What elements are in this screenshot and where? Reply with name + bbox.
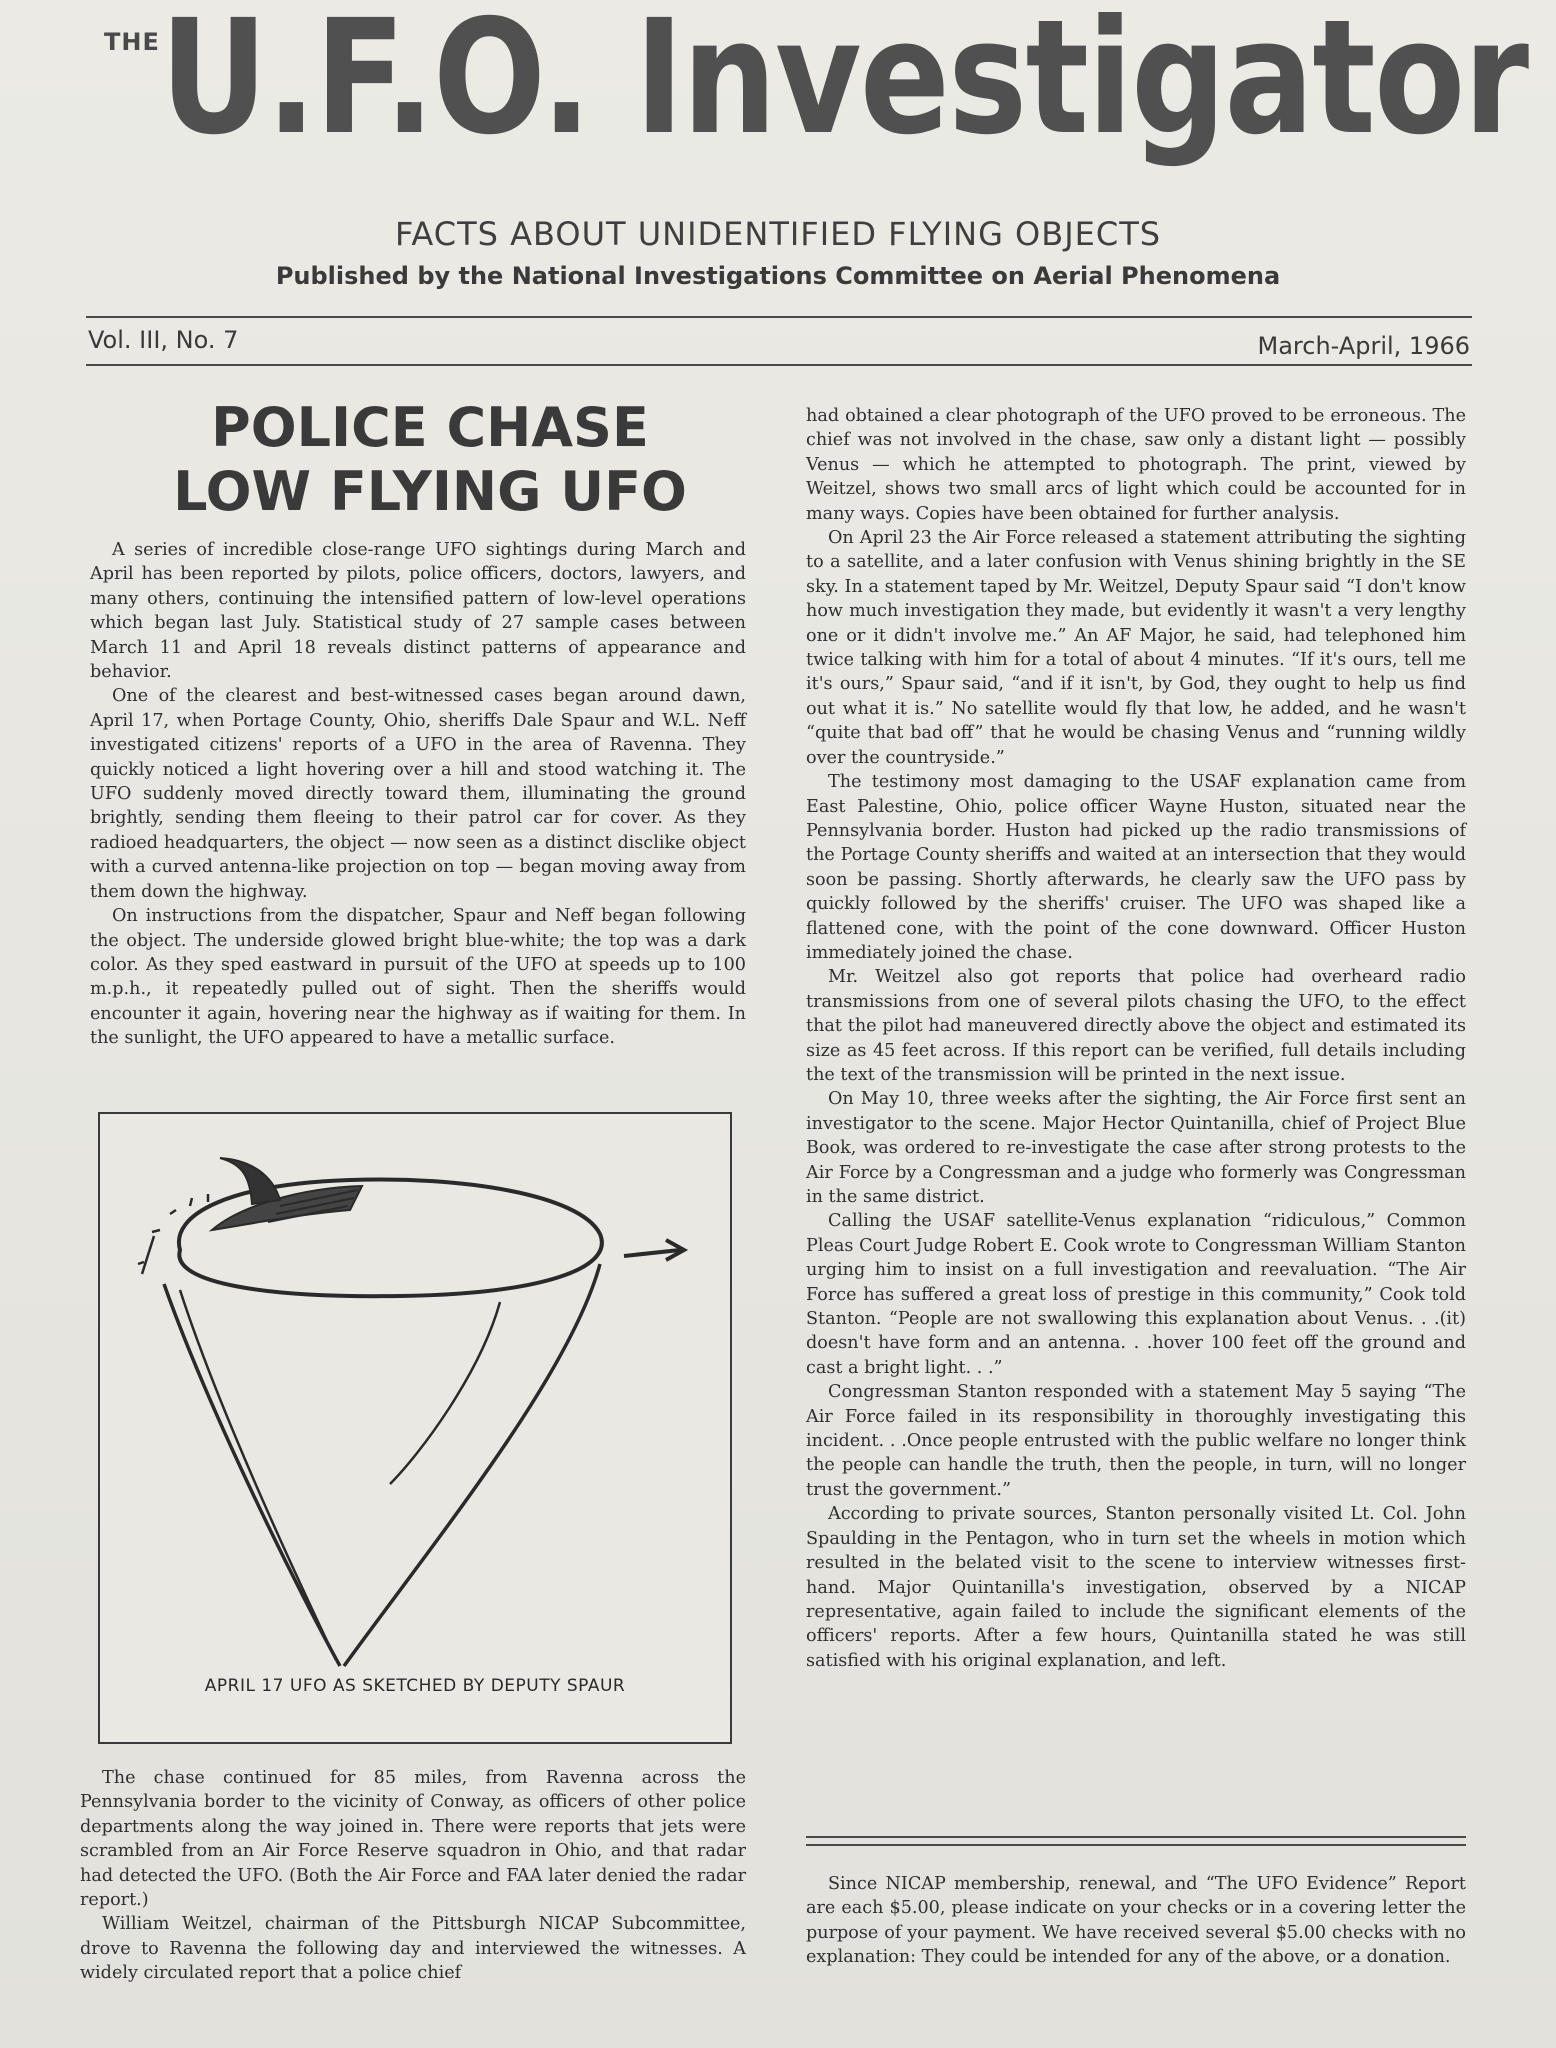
article-paragraph: One of the clearest and best-witnessed cases began around dawn, April 17, when Portage County, Ohio, sheriffs Dale Spaur and W.L. Neff investigated citizens' reports of a UFO in the area of Ravenna. They quickly noticed a light hovering over a hill and stood watching it. The UFO suddenly moved directly toward them, illuminating the ground brightly, sending them fleeing to their patrol car for cover. As they radioed headquarters, the object — now seen as a distinct disclike object with a curved antenna-like projection on top — began moving away from them down the highway. — [90, 686, 746, 902]
header-top-rule — [86, 316, 1472, 318]
article-paragraph: On instructions from the dispatcher, Spaur and Neff began following the object. The underside glowed bright blue-white; the top was a dark color. As they sped eastward in pursuit of the UFO at speeds up to 100 m.p.h., it repeatedly pulled out of sight. Then the sheriffs would encounter it again, hovering near the highway as if waiting for them. In the sunlight, the UFO appeared to have a metallic surface. — [90, 906, 746, 1049]
right-column — [806, 404, 1466, 1673]
article-paragraph: The chase continued for 85 miles, from Ravenna across the Pennsylvania border to the vicinity of Conway, as officers of other police departments along the way joined in. There were reports that jets were scrambled from an Air Force Reserve squadron in Ohio, and that radar had detected the UFO. (Both the Air Force and FAA later denied the radar report.) — [80, 1768, 746, 1911]
headline-line-2: LOW FLYING UFO — [173, 460, 687, 523]
article-paragraph: A series of incredible close-range UFO sightings during March and April has been reported by pilots, police officers, doctors, lawyers, and many others, continuing the intensified pattern of low-level operations which began last July. Statistical study of 27 sample cases between March 11 and April 18 reveals distinct patterns of appearance and behavior. — [90, 540, 746, 683]
left-column-top — [90, 538, 746, 1051]
masthead-publisher: Published by the National Investigations Committee on Aerial Phenomena — [275, 262, 1281, 290]
ufo-sketch-figure — [98, 1112, 732, 1744]
article-headline — [150, 396, 710, 524]
issue-date: March-April, 1966 — [1257, 332, 1470, 360]
header-bottom-rule — [86, 364, 1472, 366]
article-paragraph: On April 23 the Air Force released a statement attributing the sighting to a satellite, and a later confusion with Venus shining brightly in the SE sky. In a statement taped by Mr. Weitzel, Deputy Spaur said “I don't know how much investigation they made, but evidently it wasn't a very lengthy one or it didn't involve me.” An AF Major, he said, had telephoned him twice talking with him for a total of about 4 minutes. “If it's ours, tell me it's ours,” Spaur said, “and if it isn't, by God, they ought to help us find out what it is.” No satellite would fly that low, he added, and he wasn't “quite that bad off” that he would be chasing Venus and “running wildly over the countryside.” — [806, 528, 1466, 768]
article-paragraph: Calling the USAF satellite-Venus explanation “ridiculous,” Common Pleas Court Judge Robert E. Cook wrote to Congressman William Stanton urging him to insist on a full investigation and reevaluation. “The Air Force has suffered a great loss of prestige in this community,” Cook told Stanton. “People are not swallowing this explanation about Venus. . .(it) doesn't have form and an antenna. . .hover 100 feet off the ground and cast a bright light. . .” — [806, 1211, 1466, 1378]
membership-notice — [806, 1872, 1466, 1970]
article-paragraph: On May 10, three weeks after the sighting, the Air Force first sent an investigator to the scene. Major Hector Quintanilla, chief of Project Blue Book, was ordered to re-investigate the case after strong protests to the Air Force by a Congressman and a judge who formerly was Congressman in the same district. — [806, 1089, 1466, 1207]
notice-divider-bottom — [806, 1844, 1466, 1846]
article-paragraph: Congressman Stanton responded with a statement May 5 saying “The Air Force failed in its responsibility in thoroughly investigating this incident. . .Once people entrusted with the public welfare no longer think the people can handle the truth, then the people, in turn, will no longer trust the government.” — [806, 1382, 1466, 1500]
figure-caption: APRIL 17 UFO AS SKETCHED BY DEPUTY SPAUR — [204, 1676, 626, 1696]
article-paragraph: The testimony most damaging to the USAF explanation came from East Palestine, Ohio, police officer Wayne Huston, situated near the Pennsylvania border. Huston had picked up the radio transmissions of the Portage County sheriffs and waited at an intersection that they would soon be passing. Shortly afterwards, he clearly saw the UFO pass by quickly followed by the sheriffs' cruiser. The UFO was shaped like a flattened cone, with the point of the cone downward. Officer Huston immediately joined the chase. — [806, 772, 1466, 963]
article-paragraph: According to private sources, Stanton personally visited Lt. Col. John Spaulding in the Pentagon, who in turn set the wheels in motion which resulted in the belated visit to the scene to interview witnesses first-hand. Major Quintanilla's investigation, observed by a NICAP representative, again failed to include the significant elements of the officers' reports. After a few hours, Quintanilla stated he was still satisfied with his original explanation, and left. — [806, 1504, 1466, 1671]
notice-paragraph: Since NICAP membership, renewal, and “The UFO Evidence” Report are each $5.00, please indicate on your checks or in a covering letter the purpose of your payment. We have received several $5.00 checks with no explanation: They could be intended for any of the above, or a donation. — [806, 1874, 1466, 1968]
left-column-bottom — [80, 1766, 746, 1986]
ufo-sketch-drawing — [100, 1114, 730, 1742]
headline-line-1: POLICE CHASE — [211, 396, 649, 459]
masthead-the: THE — [104, 28, 160, 56]
masthead-tagline: FACTS ABOUT UNIDENTIFIED FLYING OBJECTS — [394, 215, 1162, 253]
notice-divider-top — [806, 1836, 1466, 1838]
article-paragraph: had obtained a clear photograph of the UFO proved to be erroneous. The chief was not involved in the chase, saw only a distant light — possibly Venus — which he attempted to photograph. The print, viewed by Weitzel, shows two small arcs of light which could be accounted for in many ways. Copies have been obtained for further analysis. — [806, 406, 1466, 524]
issue-volume: Vol. III, No. 7 — [88, 326, 239, 354]
article-paragraph: William Weitzel, chairman of the Pittsburgh NICAP Subcommittee, drove to Ravenna the following day and interviewed the witnesses. A widely circulated report that a police chief — [80, 1914, 746, 1984]
article-paragraph: Mr. Weitzel also got reports that police had overheard radio transmissions from one of several pilots chasing the UFO, to the effect that the pilot had maneuvered directly above the object and estimated its size as 45 feet across. If this report can be verified, full details including the text of the transmission will be printed in the next issue. — [806, 967, 1466, 1085]
masthead-title: U.F.O. Investigator — [160, 0, 1528, 170]
